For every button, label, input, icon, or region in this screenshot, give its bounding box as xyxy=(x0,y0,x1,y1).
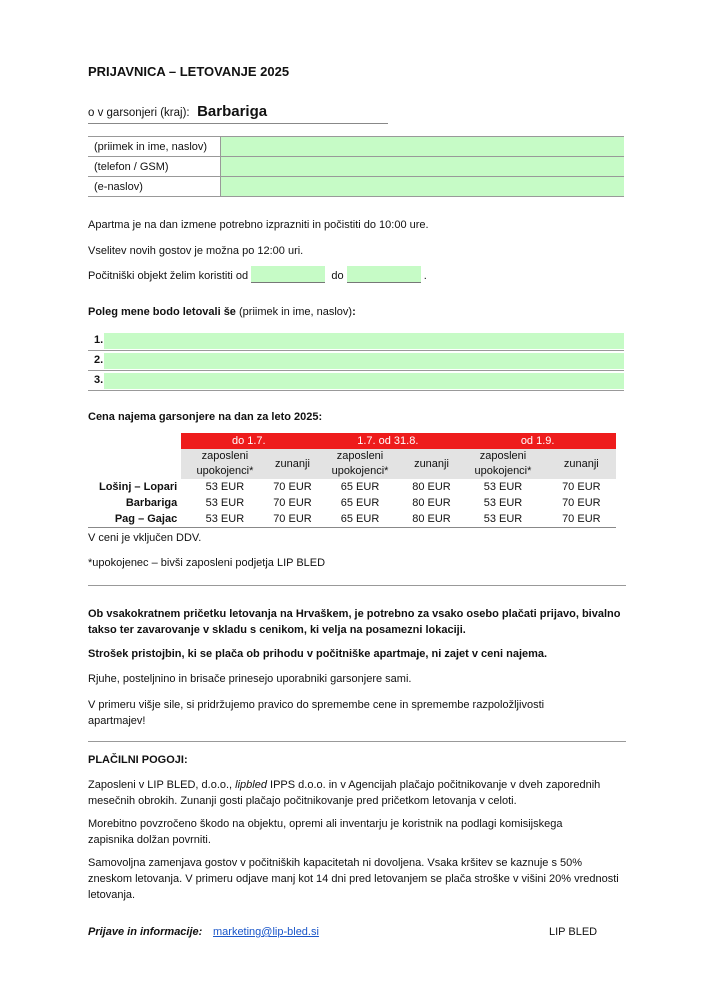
price-row xyxy=(88,511,616,528)
col-employees-line1: zaposleni xyxy=(479,450,527,462)
price-row xyxy=(88,495,616,511)
companion-row xyxy=(88,352,624,371)
croatia-notice-costs: Strošek pristojbin, ki se plača ob prihodu v počitniške apartmaje, ni zajet v ceni najema. xyxy=(88,648,548,660)
price-heading: Cena najema garsonjere na dan za leto 2025: xyxy=(88,411,323,423)
col-employees-line2: upokojenci* xyxy=(196,465,254,477)
col-employees-line1: zaposleni xyxy=(201,450,249,462)
price-cell: 80 EUR xyxy=(412,481,451,493)
col-employees-line1: zaposleni xyxy=(336,450,384,462)
location-value: Barbariga xyxy=(197,103,268,120)
price-cell: 53 EUR xyxy=(205,497,245,509)
companions-heading-colon: : xyxy=(352,306,356,318)
companions-heading-normal: (priimek in ime, naslov) xyxy=(235,306,353,318)
price-subheader-row xyxy=(88,449,616,479)
price-location: Lošinj – Lopari xyxy=(98,481,178,493)
companion-number: 1. xyxy=(94,334,104,346)
vat-note: V ceni je vključen DDV. xyxy=(88,532,202,544)
col-employees xyxy=(316,449,403,479)
price-cell: 65 EUR xyxy=(316,511,403,528)
footer-company: LIP BLED xyxy=(549,926,598,938)
price-period-row xyxy=(88,433,616,449)
price-cell: 70 EUR xyxy=(269,511,317,528)
retiree-footnote: *upokojenec – bivši zaposleni podjetja LIP BLED xyxy=(88,557,326,569)
date-from-input[interactable] xyxy=(251,266,325,283)
linen-notice: Rjuhe, posteljnino in brisače prinesejo uporabniki garsonjere sami. xyxy=(88,673,412,685)
price-cell: 70 EUR xyxy=(562,481,601,493)
price-cell: 53 EUR xyxy=(205,481,245,493)
price-cell: 53 EUR xyxy=(459,511,546,528)
price-location: Pag – Gajac xyxy=(88,511,181,528)
period-prefix: Počitniški objekt želim koristiti od xyxy=(88,270,249,282)
page-title: PRIJAVNICA – LETOVANJE 2025 xyxy=(88,64,290,79)
price-cell: 53 EUR xyxy=(483,481,523,493)
price-cell: 70 EUR xyxy=(273,497,312,509)
period-end: . xyxy=(423,270,427,282)
footer-label-wrap xyxy=(88,926,202,938)
price-table xyxy=(88,433,616,528)
payment-p1-b: IPPS d.o.o. in v Agencijah plačajo počitnikovanje v dveh zaporednih mesečnih obrokih. Zunanji gosti plačajo počitnikovanje pred pričetkom letovanja v celoti. xyxy=(88,779,601,807)
period-header: 1.7. od 31.8. xyxy=(316,433,459,449)
companion-row xyxy=(88,372,624,391)
companion-3-input[interactable] xyxy=(104,373,624,389)
period-mid: do xyxy=(331,270,344,282)
applicant-form xyxy=(88,136,624,197)
form-row xyxy=(88,137,624,157)
damage-notice: Morebitno povzročeno škodo na objektu, opremi ali inventarju je koristnik na podlagi komisijskega zapisnika dolžan povrniti. xyxy=(88,818,563,846)
price-location: Barbariga xyxy=(125,497,178,509)
phone-input[interactable] xyxy=(221,157,625,177)
companions-heading-bold: Poleg mene bodo letovali še xyxy=(88,306,236,318)
checkin-rule: Vselitev novih gostov je možna po 12:00 uri. xyxy=(88,245,304,257)
form-label-name: (priimek in ime, naslov) xyxy=(88,137,221,157)
companion-row xyxy=(88,332,624,351)
location-line xyxy=(88,103,388,124)
col-external: zunanji xyxy=(547,449,616,479)
companions-heading xyxy=(88,306,356,318)
period-header: do 1.7. xyxy=(181,433,316,449)
price-cell: 70 EUR xyxy=(562,497,601,509)
form-row xyxy=(88,177,624,197)
price-cell: 65 EUR xyxy=(340,497,380,509)
price-cell: 70 EUR xyxy=(547,511,616,528)
force-majeure-notice: V primeru višje sile, si pridržujemo pravico do spremembe cene in spremembe razpoložljivosti apartmajev! xyxy=(88,699,545,727)
croatia-notice-fees: Ob vsakokratnem pričetku letovanja na Hrvaškem, je potrebno za vsako osebo plačati prijavo, bivalno takso ter zavarovanje v skladu s cenikom, ki velja na posamezni lokaciji. xyxy=(88,608,621,636)
companion-number: 3. xyxy=(94,374,104,386)
col-employees-line2: upokojenci* xyxy=(331,465,389,477)
col-external: zunanji xyxy=(269,449,317,479)
companion-1-input[interactable] xyxy=(104,333,624,349)
payment-heading: PLAČILNI POGOJI: xyxy=(88,754,188,766)
checkout-rule: Apartma je na dan izmene potrebno izprazniti in počistiti do 10:00 ure. xyxy=(88,219,429,231)
companion-number: 2. xyxy=(94,354,104,366)
price-cell: 80 EUR xyxy=(412,497,451,509)
price-cell: 53 EUR xyxy=(483,497,523,509)
price-cell: 70 EUR xyxy=(273,481,312,493)
price-cell: 80 EUR xyxy=(404,511,460,528)
form-row xyxy=(88,157,624,177)
name-address-input[interactable] xyxy=(221,137,625,157)
col-external: zunanji xyxy=(404,449,460,479)
col-employees xyxy=(181,449,268,479)
period-header: od 1.9. xyxy=(459,433,616,449)
date-to-input[interactable] xyxy=(347,266,421,283)
divider xyxy=(88,585,626,586)
payment-p1-italic: lipbled xyxy=(235,779,267,791)
form-label-phone: (telefon / GSM) xyxy=(88,157,221,177)
period-line xyxy=(88,266,427,283)
footer-label: Prijave in informacije: xyxy=(88,926,203,938)
price-row xyxy=(88,479,616,495)
price-cell: 65 EUR xyxy=(340,481,380,493)
col-employees xyxy=(459,449,546,479)
col-employees-line2: upokojenci* xyxy=(474,465,532,477)
payment-p1-a: Zaposleni v LIP BLED, d.o.o., xyxy=(88,779,236,791)
footer-email-link[interactable]: marketing@lip-bled.si xyxy=(213,926,319,938)
price-cell: 53 EUR xyxy=(181,511,268,528)
replacement-notice: Samovoljna zamenjava gostov v počitniških kapacitetah ni dovoljena. Vsaka kršitev se kaznuje s 50% zneskom letovanja. V primeru odjave manj kot 14 dni pred letovanjem se plača stroške v višini 20% vrednosti letovanja. xyxy=(88,857,619,901)
divider xyxy=(88,741,626,742)
form-label-email: (e-naslov) xyxy=(88,177,221,197)
companion-2-input[interactable] xyxy=(104,353,624,369)
location-label: o v garsonjeri (kraj): xyxy=(88,107,190,119)
payment-installments xyxy=(88,777,628,809)
email-input[interactable] xyxy=(221,177,625,197)
